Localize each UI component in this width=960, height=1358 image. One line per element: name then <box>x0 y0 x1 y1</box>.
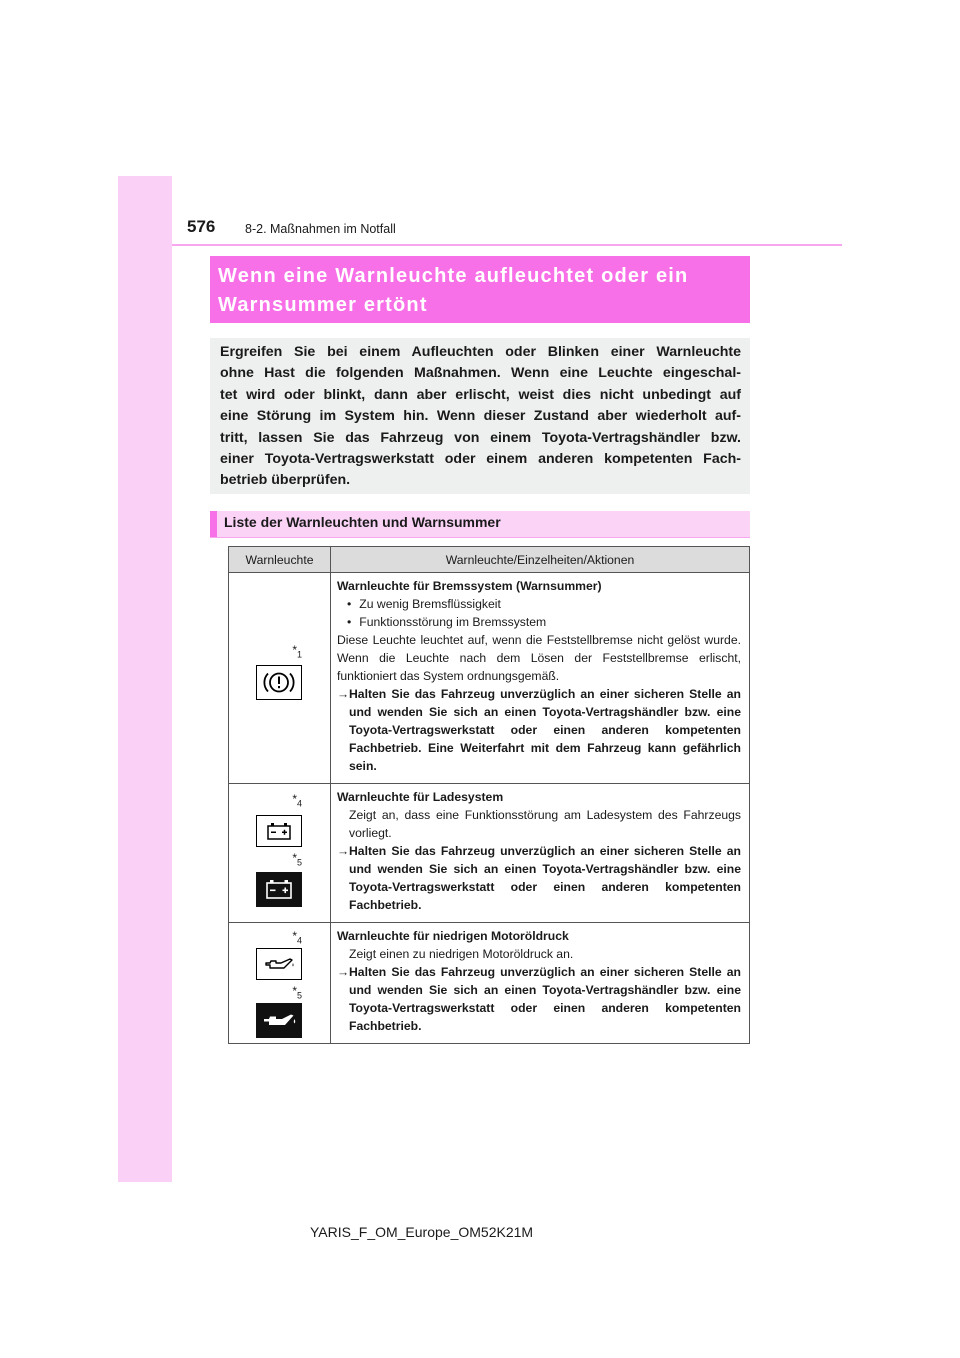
list-item: • Zu wenig Bremsflüssigkeit <box>337 595 741 613</box>
warning-title: Warnleuchte für niedrigen Motoröldruck <box>337 929 569 943</box>
oil-can-icon <box>256 948 302 980</box>
footnote-marker: $*_4$ <box>292 929 302 946</box>
action-text: →Halten Sie das Fahrzeug unverzüglich an einer sicheren Stelle an und wenden Sie sich an einen Toyota-Vertragshändler bzw. eine Toyota-Vertragswerkstatt oder einen anderen kompetenten Fachbetrieb. <box>337 844 741 912</box>
footnote-marker: $*_4$ <box>292 792 302 809</box>
battery-icon-inverted <box>256 872 302 907</box>
page-number: 576 <box>187 217 216 236</box>
intro-line: Ergreifen Sie bei einem Aufleuchten oder Blinken einer Warnleuchte <box>220 344 741 360</box>
details-cell <box>331 784 750 923</box>
table-row <box>229 784 750 923</box>
warning-note: Diese Leuchte leuchtet auf, wenn die Feststellbremse nicht gelöst wurde. Wenn die Leuchte nach dem Lösen der Feststellbremse erlischt, funktioniert das System ordnungsgemäß. <box>337 633 741 683</box>
brake-warning-icon <box>256 665 302 700</box>
document-footer: YARIS_F_OM_Europe_OM52K21M <box>310 1224 534 1240</box>
list-item: • Funktionsstörung im Bremssystem <box>337 613 741 631</box>
page-title-line-1: Wenn eine Warnleuchte aufleuchtet oder ein <box>218 265 689 287</box>
arrow-icon: → <box>337 687 350 701</box>
details-cell <box>331 923 750 1044</box>
footnote-marker: $*_5$ <box>292 984 302 1001</box>
battery-icon <box>256 815 302 847</box>
details-cell <box>331 573 750 784</box>
footnote-marker: $*_1$ <box>292 643 302 660</box>
warning-title: Warnleuchte für Ladesystem <box>337 790 504 804</box>
icon-cell <box>229 923 331 1044</box>
table-row <box>229 923 750 1044</box>
warning-title: Warnleuchte für Bremssystem (Warnsummer) <box>337 579 602 593</box>
intro-line: tritt, lassen Sie das Fahrzeug von einem Toyota-Vertragshändler bzw. <box>220 429 741 446</box>
warning-detail: Zeigt einen zu niedrigen Motoröldruck an. <box>349 947 574 961</box>
footnote-marker: $*_5$ <box>292 851 302 868</box>
arrow-icon: → <box>337 965 350 979</box>
page-title-line-2: Warnsummer ertönt <box>218 294 428 316</box>
list-heading: Liste der Warnleuchten und Warnsummer <box>210 511 750 537</box>
warning-detail: Zeigt an, dass eine Funktionsstörung am Ladesystem des Fahrzeugs vorliegt. <box>349 808 741 840</box>
header-rule <box>172 244 842 246</box>
table-header-row <box>229 547 750 573</box>
warning-light-table <box>228 546 750 1044</box>
column-header-details: Warnleuchte/Einzelheiten/Aktionen <box>331 547 750 573</box>
icon-cell <box>229 573 331 784</box>
intro-line: betrieb überprüfen. <box>220 472 351 489</box>
oil-can-icon-inverted <box>256 1003 302 1038</box>
page-title <box>210 256 750 323</box>
arrow-icon: → <box>337 844 350 858</box>
intro-line: einer Toyota-Vertragswerkstatt oder einem anderen kompetenten Fach- <box>220 451 741 468</box>
intro-box <box>210 338 750 494</box>
section-label: 8-2. Maßnahmen im Notfall <box>245 222 396 236</box>
list-heading-rule <box>210 537 750 538</box>
action-text: →Halten Sie das Fahrzeug unverzüglich an einer sicheren Stelle an und wenden Sie sich an einen Toyota-Vertragshändler bzw. eine Toyota-Vertragswerkstatt oder einen anderen kompetenten Fachbetrieb. Eine Weiterfahrt mit dem Fahrzeug kann gefährlich sein. <box>337 687 741 773</box>
action-text: →Halten Sie das Fahrzeug unverzüglich an einer sicheren Stelle an und wenden Sie sich an einen Toyota-Vertragshändler bzw. eine Toyota-Vertragswerkstatt oder einen anderen kompetenten Fachbetrieb. <box>337 965 741 1033</box>
icon-cell <box>229 784 331 923</box>
column-header-warning-light: Warnleuchte <box>229 547 331 573</box>
intro-line: ohne Hast die folgenden Maßnahmen. Wenn eine Leuchte eingeschal- <box>220 365 741 382</box>
intro-line: eine Störung im System hin. Wenn dieser Zustand aber wiederholt auf- <box>220 408 741 425</box>
side-tab-bar <box>118 176 172 1182</box>
table-row <box>229 573 750 784</box>
intro-line: tet wird oder blinkt, dann aber erlischt, weist dies nicht unbedingt auf <box>220 386 741 403</box>
